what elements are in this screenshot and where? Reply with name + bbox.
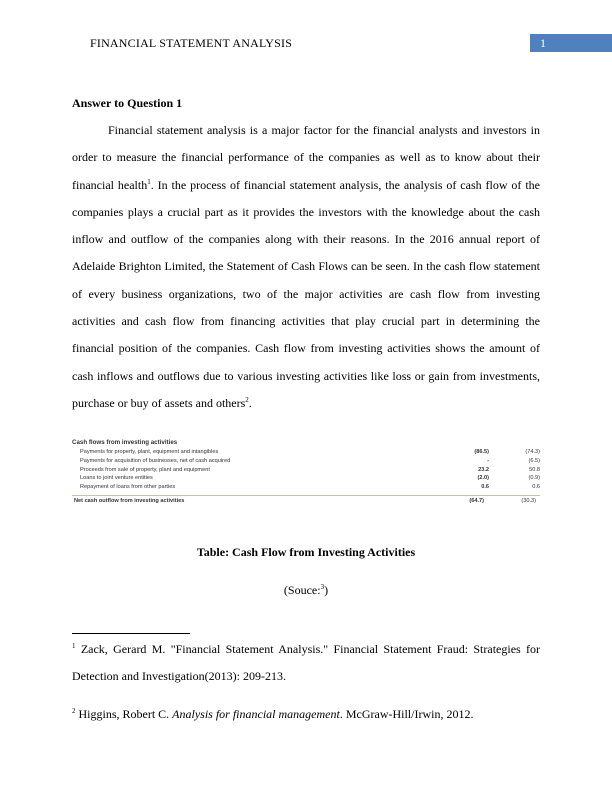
- row-value-2015: (74.3): [525, 449, 540, 455]
- table-caption: Table: Cash Flow from Investing Activities: [196, 545, 416, 559]
- footnote-separator: [72, 633, 190, 634]
- paragraph-text-3: .: [248, 395, 252, 410]
- table-row: [72, 474, 540, 483]
- footnote-publisher: . McGraw-Hill/Irwin, 2012.: [339, 707, 474, 721]
- row-label: Proceeds from sale of property, plant and equipment: [80, 466, 210, 473]
- row-value-2016: (86.5): [474, 449, 490, 455]
- footnote-2: [72, 701, 540, 728]
- row-value-2016: (2.0): [477, 475, 490, 482]
- table-row: [72, 466, 540, 475]
- paragraph-text-2: . In the process of financial statement analysis, the analysis of cash flow of the companies plays a crucial part as it provides the investors with the knowledge about the cash inflow and outflow of the companies along with their reasons. In the 2016 annual report of Adelaide Brighton Limited, the Statement of Cash Flows can be seen. In the cash flow statement of every business organizations, two of the major activities are cash flow from investing activities and cash flow from financing activities that play crucial part in determining the financial position of the companies. Cash flow from investing activities shows the amount of cash inflows and outflows due to various investing activities like loss or gain from investments, purchase or buy of assets and others: [72, 177, 541, 410]
- table-row: [72, 483, 540, 492]
- footnote-1: [72, 636, 540, 690]
- source-text: (Souce:: [283, 583, 321, 597]
- running-header-title: FINANCIAL STATEMENT ANALYSIS: [90, 36, 293, 50]
- source-close: ): [324, 583, 329, 597]
- table-row: [72, 448, 540, 457]
- footnote-book-title: Analysis for financial management: [172, 707, 340, 721]
- row-value-2015: 0.6: [532, 484, 540, 491]
- table-total-row: [72, 496, 540, 506]
- cash-flow-table: [72, 438, 540, 506]
- row-label: Payments for acquisition of businesses, net of cash acquired: [80, 457, 231, 464]
- footnote-number: 1: [72, 642, 76, 650]
- page-number: 1: [530, 34, 612, 52]
- row-value-2016: -: [487, 457, 490, 464]
- row-label: Loans to joint venture entities: [80, 475, 153, 482]
- footnote-ref-1[interactable]: 1: [147, 177, 151, 186]
- table-row: [72, 457, 540, 466]
- row-value-2016: 23.2: [478, 466, 490, 473]
- row-label: Payments for property, plant, equipment and intangibles: [80, 449, 219, 455]
- row-value-2015: (6.5): [528, 457, 540, 464]
- total-value-2015: (30.3): [521, 497, 536, 504]
- table-title: Cash flows from investing activities: [72, 439, 178, 446]
- table-source: [0, 583, 612, 598]
- row-value-2016: 0.6: [481, 484, 490, 491]
- footnote-author: Higgins, Robert C.: [78, 707, 173, 721]
- footnote-text: Zack, Gerard M. "Financial Statement Analysis." Financial Statement Fraud: Strategies for Detection and Investigation(2013): 209-213.: [72, 642, 541, 683]
- body-paragraph: [72, 117, 540, 417]
- total-label: Net cash outflow from investing activities: [74, 497, 185, 504]
- row-label: Repayment of loans from other parties: [80, 484, 176, 491]
- paragraph-text-1: Financial statement analysis is a major factor for the financial analysts and investors in order to measure the financial performance of the companies as well as to know about their financial health: [72, 123, 540, 192]
- footnote-number: 2: [72, 707, 76, 715]
- section-heading: Answer to Question 1: [72, 96, 183, 110]
- footnote-ref-3[interactable]: 3: [320, 583, 325, 591]
- footnote-ref-2[interactable]: 2: [245, 395, 249, 404]
- row-value-2015: (0.9): [528, 475, 540, 482]
- row-value-2015: 50.8: [529, 466, 540, 473]
- total-value-2016: (64.7): [469, 497, 484, 504]
